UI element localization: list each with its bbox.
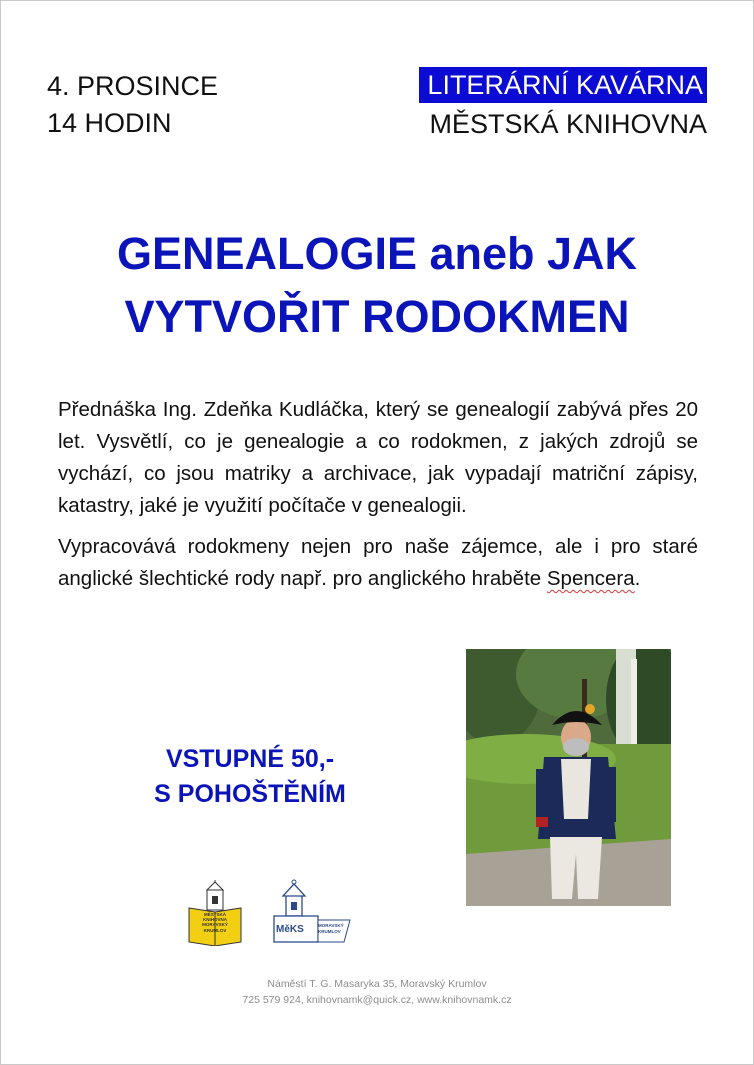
title-line-2: VYTVOŘIT RODOKMEN [124, 291, 630, 342]
meks-logo-graphic [272, 876, 354, 946]
event-where [419, 66, 707, 144]
paragraph-2-text: Vypracovává rodokmeny nejen pro naše zájemce, ale i pro staré anglické šlechtické rody např. pro anglického hraběte [58, 535, 698, 590]
speaker-photo [466, 649, 671, 906]
description-paragraph-2 [58, 531, 698, 595]
description [58, 394, 698, 604]
library-logo-line-4: KRUMLOV [203, 927, 227, 933]
event-when [47, 68, 218, 142]
library-logo-line-2: KNIHOVNA [202, 917, 227, 923]
refreshments-note: S POHOŠTĚNÍM [154, 780, 346, 808]
spellcheck-word: Spencera [546, 567, 635, 590]
photo-image [466, 649, 671, 906]
event-venue: MĚSTSKÁ KNIHOVNA [429, 109, 707, 139]
admission-info [110, 742, 390, 812]
footer [0, 976, 754, 1008]
title-line-1: GENEALOGIE aneb JAK [116, 228, 638, 279]
meks-town-line-1: MORAVSKÝ [318, 923, 344, 928]
footer-contacts: 725 579 924, knihovnamk@quick.cz, www.knihovnamk.cz [242, 994, 512, 1006]
admission-price: VSTUPNÉ 50,- [165, 745, 335, 773]
library-logo-line-1: MĚSTSKÁ [203, 912, 226, 917]
meks-logo [272, 876, 354, 946]
event-time: 14 HODIN [47, 108, 172, 138]
meks-mark: MěKS [276, 924, 304, 935]
footer-address: Náměstí T. G. Masaryka 35, Moravský Krumlov [267, 978, 487, 990]
event-date: 4. PROSINCE [47, 71, 219, 101]
description-paragraph-1: Přednáška Ing. Zdeňka Kudláčka, který se genealogií zabývá přes 20 let. Vysvětlí, co je genealogie a co rodokmen, z jakých zdrojů se vychází, co jsou matriky a archivace, jak vypadají matriční zápisy, katastry, jaké je využití počítače v genealogii. [58, 398, 698, 517]
page-title [0, 222, 754, 348]
meks-town [318, 923, 344, 934]
paragraph-2-end: . [634, 567, 641, 590]
library-logo-line-3: MORAVSKÝ [202, 922, 228, 928]
meks-town-line-2: KRUMLOV [318, 928, 341, 934]
event-series-badge: LITERÁRNÍ KAVÁRNA [419, 67, 707, 103]
library-logo-text [187, 912, 243, 933]
